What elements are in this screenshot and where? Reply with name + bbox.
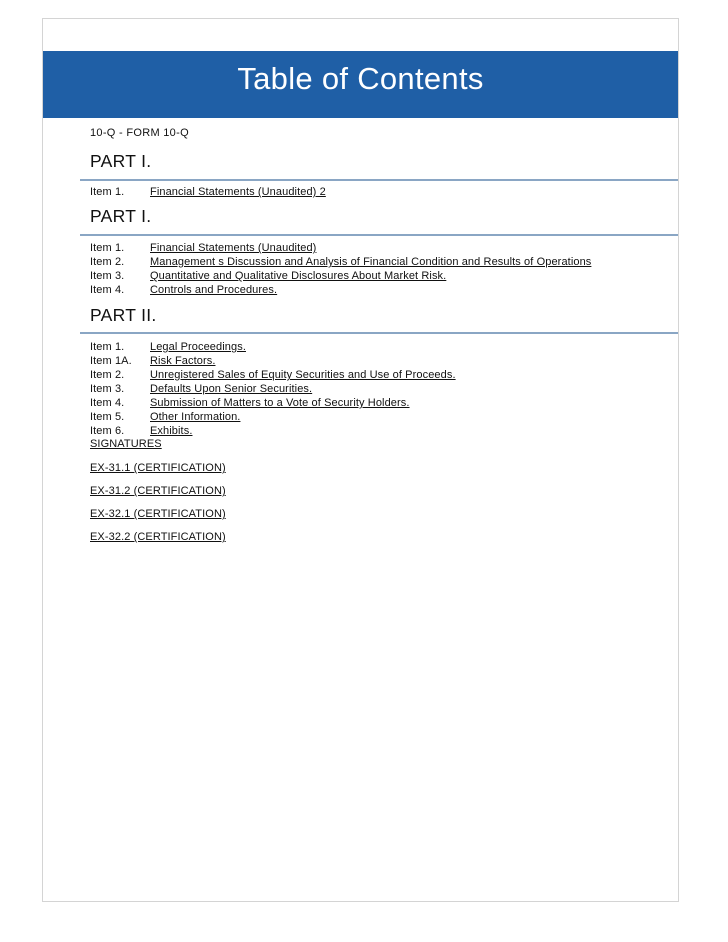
- section-divider: [80, 179, 678, 181]
- item-link[interactable]: Submission of Matters to a Vote of Security Holders.: [150, 397, 410, 409]
- exhibit-link[interactable]: EX-32.1 (CERTIFICATION): [90, 508, 226, 520]
- item-number: Item 6.: [90, 425, 125, 437]
- section-divider: [80, 332, 678, 334]
- part-heading-3: PART II.: [90, 305, 157, 325]
- item-link[interactable]: Financial Statements (Unaudited): [150, 242, 317, 254]
- item-link[interactable]: Quantitative and Qualitative Disclosures About Market Risk.: [150, 270, 447, 282]
- toc-entry[interactable]: [90, 425, 192, 439]
- item-link[interactable]: Unregistered Sales of Equity Securities and Use of Proceeds.: [150, 369, 456, 381]
- page-title: Table of Contents: [237, 61, 484, 96]
- exhibit-link[interactable]: EX-31.1 (CERTIFICATION): [90, 462, 226, 474]
- item-link[interactable]: Risk Factors.: [150, 355, 216, 367]
- item-link[interactable]: Exhibits.: [150, 425, 193, 437]
- item-link[interactable]: Legal Proceedings.: [150, 341, 246, 353]
- item-number: Item 2.: [90, 256, 125, 268]
- toc-entry[interactable]: [90, 186, 326, 200]
- toc-entry[interactable]: [90, 383, 312, 397]
- document-type-line: 10-Q - FORM 10-Q: [90, 127, 189, 139]
- title-banner: [43, 51, 678, 118]
- item-link[interactable]: Other Information.: [150, 411, 241, 423]
- section-divider: [80, 234, 678, 236]
- toc-entry[interactable]: [90, 270, 446, 284]
- signatures-link[interactable]: SIGNATURES: [90, 438, 162, 450]
- toc-entry[interactable]: [90, 369, 456, 383]
- exhibit-link[interactable]: EX-31.2 (CERTIFICATION): [90, 485, 226, 497]
- item-number: Item 1.: [90, 186, 125, 198]
- part-heading-2: PART I.: [90, 206, 152, 226]
- exhibit-link[interactable]: EX-32.2 (CERTIFICATION): [90, 531, 226, 543]
- item-number: Item 5.: [90, 411, 125, 423]
- item-number: Item 3.: [90, 270, 125, 282]
- item-number: Item 4.: [90, 284, 125, 296]
- part-heading-1: PART I.: [90, 151, 152, 171]
- toc-entry[interactable]: [90, 242, 316, 256]
- toc-entry[interactable]: [90, 341, 246, 355]
- item-number: Item 1A.: [90, 355, 132, 367]
- item-number: Item 4.: [90, 397, 125, 409]
- item-link[interactable]: Controls and Procedures.: [150, 284, 278, 296]
- item-number: Item 1.: [90, 242, 125, 254]
- item-number: Item 3.: [90, 383, 125, 395]
- item-number: Item 2.: [90, 369, 125, 381]
- item-link[interactable]: Defaults Upon Senior Securities.: [150, 383, 313, 395]
- toc-entry[interactable]: [90, 397, 410, 411]
- item-number: Item 1.: [90, 341, 125, 353]
- toc-entry[interactable]: [90, 355, 215, 369]
- item-link[interactable]: Management s Discussion and Analysis of Financial Condition and Results of Operations: [150, 256, 592, 268]
- toc-entry[interactable]: [90, 411, 240, 425]
- toc-entry[interactable]: [90, 284, 277, 298]
- item-link[interactable]: Financial Statements (Unaudited) 2: [150, 186, 326, 198]
- toc-entry[interactable]: [90, 256, 591, 270]
